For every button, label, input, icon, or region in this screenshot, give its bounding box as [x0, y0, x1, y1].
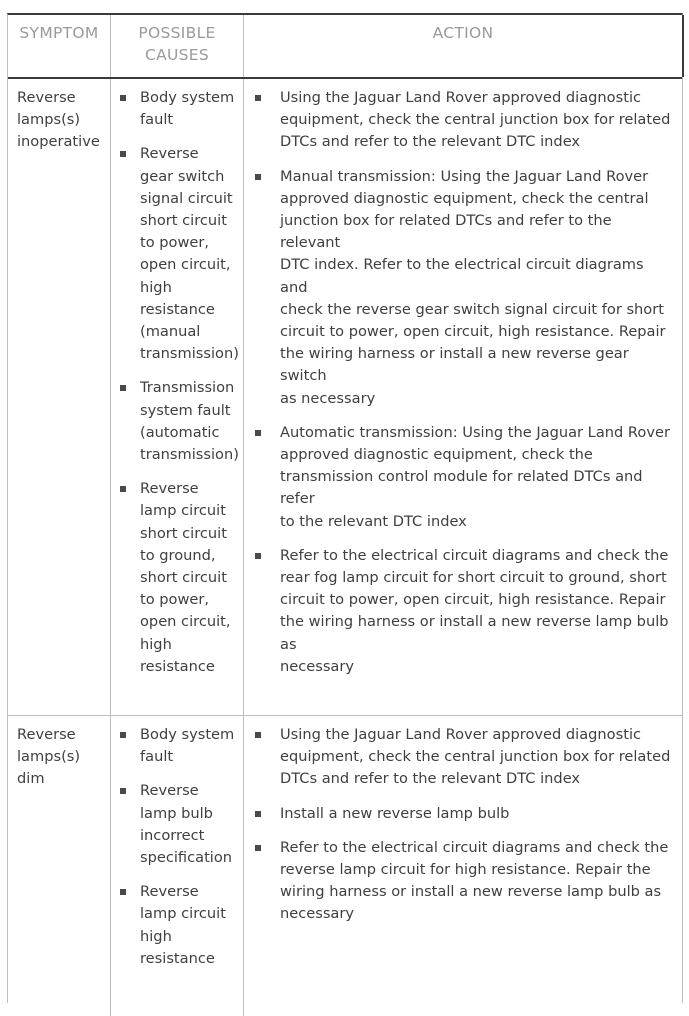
- action-line: Install a new reverse lamp bulb: [280, 804, 510, 822]
- action-line: to the relevant DTC index: [280, 512, 467, 530]
- action-line: Refer to the electrical circuit diagrams and check the: [280, 546, 669, 564]
- cause-line: high: [140, 278, 172, 296]
- cause-item: [117, 87, 237, 131]
- header-right-border: [682, 15, 684, 77]
- action-item: [251, 837, 674, 926]
- action-line: approved diagnostic equipment, check the central: [280, 189, 649, 207]
- header-symptom: SYMPTOM: [8, 15, 111, 77]
- action-line: necessary: [280, 657, 355, 675]
- action-line: the wiring harness or install a new reverse gear switch: [280, 345, 629, 385]
- cause-line: incorrect: [140, 826, 205, 844]
- cause-line: Reverse: [140, 782, 199, 800]
- table-row: [8, 79, 682, 716]
- action-line: DTCs and refer to the relevant DTC index: [280, 133, 581, 151]
- header-possible-causes: POSSIBLE CAUSES: [111, 15, 244, 77]
- action-line: necessary: [280, 905, 355, 923]
- cause-line: high: [140, 927, 172, 945]
- action-line: circuit to power, open circuit, high resistance. Repair: [280, 323, 666, 341]
- cause-item: [117, 143, 237, 365]
- cause-line: fault: [140, 111, 174, 129]
- symptom-line: dim: [17, 770, 45, 788]
- action-item: [251, 545, 674, 678]
- action-line: Using the Jaguar Land Rover approved diagnostic: [280, 89, 642, 106]
- action-line: junction box for related DTCs and refer to the relevant: [280, 212, 612, 252]
- cause-line: open circuit,: [140, 256, 231, 274]
- cause-line: lamp circuit: [140, 905, 226, 923]
- action-item: [251, 87, 674, 154]
- action-line: Refer to the electrical circuit diagrams and check the: [280, 838, 669, 856]
- action-line: Using the Jaguar Land Rover approved diagnostic: [280, 726, 642, 743]
- diagnostic-table: [7, 13, 683, 1003]
- cause-line: short circuit: [140, 524, 227, 542]
- causes-cell: [111, 716, 244, 1016]
- cause-line: (manual: [140, 323, 201, 341]
- action-line: circuit to power, open circuit, high resistance. Repair: [280, 591, 666, 609]
- causes-cell: [111, 79, 244, 715]
- symptom-cell: [8, 79, 111, 715]
- action-line: transmission control module for related DTCs and refer: [280, 468, 643, 508]
- action-item: [251, 803, 674, 825]
- table-header: [8, 15, 682, 79]
- cause-line: open circuit,: [140, 613, 231, 631]
- action-line: wiring harness or install a new reverse lamp bulb as: [280, 883, 662, 901]
- cause-line: resistance: [140, 300, 215, 318]
- cause-line: lamp bulb: [140, 804, 213, 822]
- symptom-cell: [8, 716, 111, 1016]
- causes-list: [117, 724, 237, 970]
- symptom-line: inoperative: [17, 133, 100, 151]
- action-line: Automatic transmission: Using the Jaguar Land Rover: [280, 423, 670, 441]
- cause-item: [117, 377, 237, 466]
- cause-line: to power,: [140, 591, 210, 609]
- symptom-line: Reverse: [17, 89, 76, 106]
- action-line: reverse lamp circuit for high resistance. Repair the: [280, 861, 651, 879]
- action-line: equipment, check the central junction box for related: [280, 111, 671, 129]
- cause-line: high: [140, 635, 172, 653]
- cause-line: (automatic: [140, 423, 220, 441]
- action-line: DTC index. Refer to the electrical circuit diagrams and: [280, 256, 644, 296]
- action-item: [251, 422, 674, 533]
- cause-line: to ground,: [140, 546, 216, 564]
- cause-line: signal circuit: [140, 189, 233, 207]
- cause-line: to power,: [140, 234, 210, 252]
- symptom-line: Reverse: [17, 726, 76, 743]
- cause-line: specification: [140, 849, 233, 867]
- action-line: check the reverse gear switch signal circuit for short: [280, 300, 664, 318]
- cause-line: Transmission: [140, 379, 235, 397]
- cause-line: resistance: [140, 657, 215, 675]
- cause-line: resistance: [140, 949, 215, 967]
- cause-item: [117, 724, 237, 768]
- header-action: ACTION: [432, 24, 494, 42]
- cause-line: Reverse: [140, 883, 199, 901]
- symptom-line: lamps(s): [17, 111, 81, 129]
- action-item: [251, 166, 674, 410]
- action-item: [251, 724, 674, 791]
- cause-line: gear switch: [140, 167, 225, 185]
- action-cell: [244, 79, 682, 715]
- cause-item: [117, 881, 237, 970]
- table-row: [8, 716, 682, 1016]
- cause-line: Reverse: [140, 480, 199, 498]
- action-cell: [244, 716, 682, 1016]
- symptom-line: lamps(s): [17, 748, 81, 766]
- cause-line: short circuit: [140, 212, 227, 230]
- action-line: equipment, check the central junction box for related: [280, 748, 671, 766]
- action-line: DTCs and refer to the relevant DTC index: [280, 770, 581, 788]
- cause-line: Reverse: [140, 145, 199, 163]
- cause-line: fault: [140, 748, 174, 766]
- action-line: the wiring harness or install a new reverse lamp bulb as: [280, 613, 669, 653]
- cause-line: Body system: [140, 89, 235, 106]
- cause-item: [117, 478, 237, 678]
- actions-list: [251, 724, 674, 926]
- cause-line: transmission): [140, 446, 239, 464]
- action-line: rear fog lamp circuit for short circuit to ground, short: [280, 569, 667, 587]
- action-line: as necessary: [280, 389, 376, 407]
- cause-line: lamp circuit: [140, 502, 226, 520]
- cause-line: system fault: [140, 401, 231, 419]
- causes-list: [117, 87, 237, 678]
- action-line: approved diagnostic equipment, check the: [280, 446, 593, 464]
- cause-line: short circuit: [140, 569, 227, 587]
- cause-line: Body system: [140, 726, 235, 743]
- actions-list: [251, 87, 674, 678]
- action-line: Manual transmission: Using the Jaguar Land Rover: [280, 167, 649, 185]
- cause-item: [117, 780, 237, 869]
- cause-line: transmission): [140, 345, 239, 363]
